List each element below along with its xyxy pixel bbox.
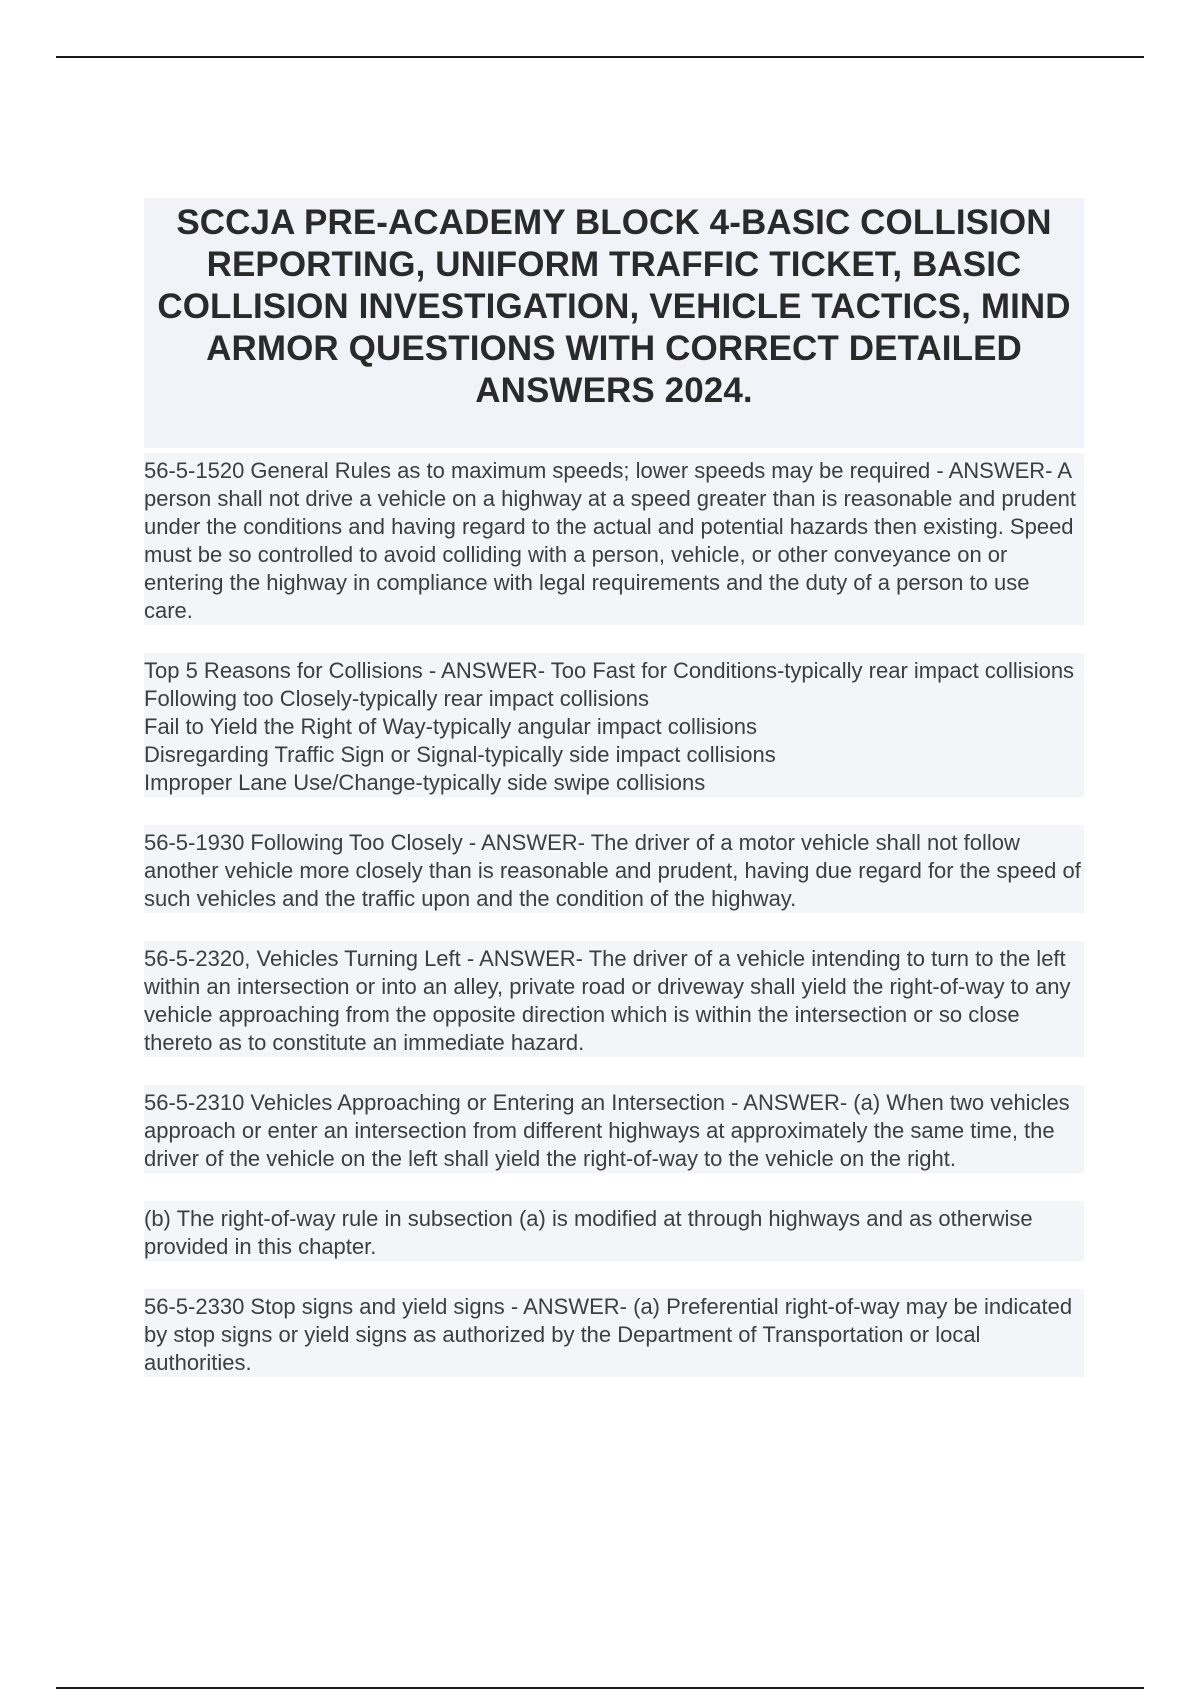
document-title: SCCJA PRE-ACADEMY BLOCK 4-BASIC COLLISION REPORTING, UNIFORM TRAFFIC TICKET, BASIC COLLISION INVESTIGATION, VEHICLE TACTICS, MIND ARMOR QUESTIONS WITH CORRECT DETAILED ANSWERS 2024. <box>157 203 1071 410</box>
title-block <box>144 198 1084 448</box>
qa-entry-top-reasons: Top 5 Reasons for Collisions - ANSWER- Too Fast for Conditions-typically rear impact collisions Following too Closely-typically rear impact collisions Fail to Yield the Right of Way-typically angular impact collisions Disregarding Traffic Sign or Signal-typically side impact collisions Improper Lane Use/Change-typically side swipe collisions <box>144 653 1084 797</box>
qa-entry-turning-left: 56-5-2320, Vehicles Turning Left - ANSWER- The driver of a vehicle intending to turn to the left within an intersection or into an alley, private road or driveway shall yield the right-of-way to any vehicle approaching from the opposite direction which is within the intersection or so close thereto as to constitute an immediate hazard. <box>144 941 1084 1057</box>
qa-entry-speed-rules: 56-5-1520 General Rules as to maximum speeds; lower speeds may be required - ANSWER- A person shall not drive a vehicle on a highway at a speed greater than is reasonable and prudent under the conditions and having regard to the actual and potential hazards then existing. Speed must be so controlled to avoid colliding with a person, vehicle, or other conveyance on or entering the highway in compliance with legal requirements and the duty of a person to use care. <box>144 453 1084 625</box>
qa-entry-intersection: 56-5-2310 Vehicles Approaching or Entering an Intersection - ANSWER- (a) When two vehicles approach or enter an intersection from different highways at approximately the same time, the driver of the vehicle on the left shall yield the right-of-way to the vehicle on the right. <box>144 1085 1084 1173</box>
qa-entry-intersection-b: (b) The right-of-way rule in subsection (a) is modified at through highways and as otherwise provided in this chapter. <box>144 1201 1084 1261</box>
qa-list <box>144 453 1084 1377</box>
bottom-divider <box>56 1687 1144 1689</box>
qa-entry-following-too-closely: 56-5-1930 Following Too Closely - ANSWER- The driver of a motor vehicle shall not follow another vehicle more closely than is reasonable and prudent, having due regard for the speed of such vehicles and the traffic upon and the condition of the highway. <box>144 825 1084 913</box>
document-body <box>144 198 1084 1405</box>
top-divider <box>56 56 1144 58</box>
qa-entry-stop-yield-signs: 56-5-2330 Stop signs and yield signs - ANSWER- (a) Preferential right-of-way may be indicated by stop signs or yield signs as authorized by the Department of Transportation or local authorities. <box>144 1289 1084 1377</box>
